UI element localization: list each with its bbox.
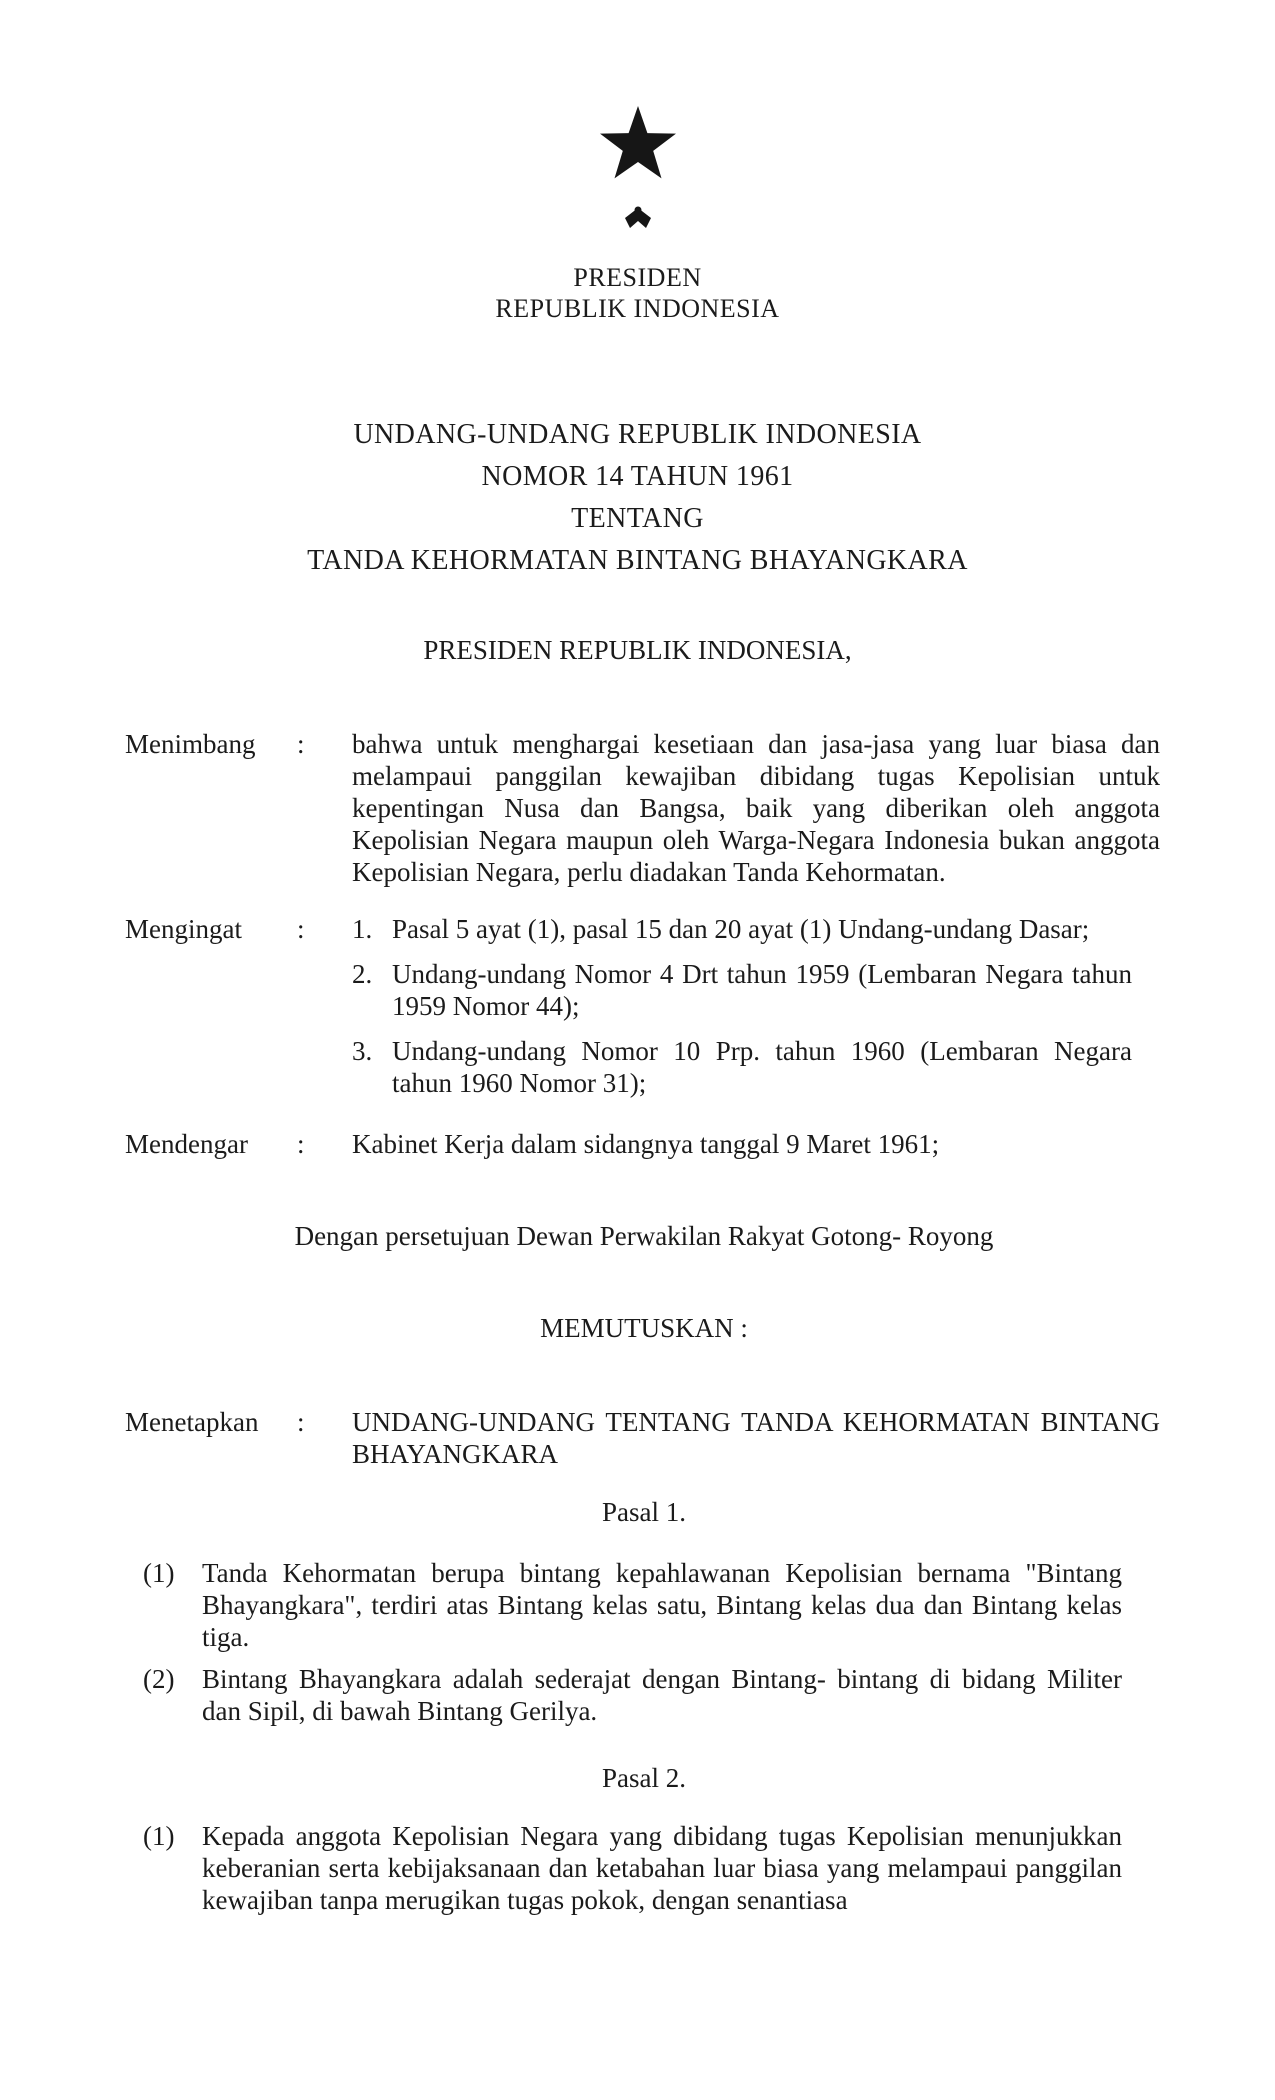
preamble-row-menetapkan [125,1406,1275,1470]
title-line-undang-undang: UNDANG-UNDANG REPUBLIK INDONESIA [353,419,922,450]
title-line-nomor-tahun: NOMOR 14 TAHUN 1961 [481,461,794,492]
letterhead-presiden: PRESIDEN [573,263,702,292]
law-title [0,414,1275,582]
agreement-line: Dengan persetujuan Dewan Perwakilan Rakyat Gotong- Royong [294,1221,994,1251]
menimbang-colon: : [297,729,305,759]
mengingat-item-3-number: 3. [352,1036,373,1066]
mengingat-label: Mengingat [125,914,242,944]
letterhead [0,262,1275,324]
preamble-row-menimbang [125,728,1275,888]
title-line-tentang: TENTANG [571,503,704,534]
mengingat-item-1-number: 1. [352,914,373,944]
ribbon-knot-icon [634,207,641,214]
pasal-1-item-2-number: (2) [143,1664,175,1694]
letterhead-republik-indonesia: REPUBLIK INDONESIA [495,294,780,323]
memutuskan-heading: MEMUTUSKAN : [540,1313,748,1343]
pasal-1-item-1-text: Tanda Kehormatan berupa bintang kepahlawanan Kepolisian bernama "Bintang Bhayangkara", terdiri atas Bintang kelas satu, Bintang kelas dua dan Bintang kelas tiga. [202,1558,1122,1652]
pasal-1-item-1 [143,1557,1275,1653]
salutation: PRESIDEN REPUBLIK INDONESIA, [423,635,852,665]
mengingat-item-1 [352,913,1160,945]
pasal-2-item-1-text: Kepada anggota Kepolisian Negara yang dibidang tugas Kepolisian menunjukkan keberanian serta kebijaksanaan dan ketabahan luar biasa yang melampaui panggilan kewajiban tanpa merugikan tugas pokok, dengan senantiasa [202,1821,1122,1915]
mendengar-text: Kabinet Kerja dalam sidangnya tanggal 9 Maret 1961; [352,1129,940,1159]
mendengar-colon: : [297,1129,305,1159]
mengingat-item-2-text: Undang-undang Nomor 4 Drt tahun 1959 (Lembaran Negara tahun 1959 Nomor 44); [392,959,1132,1021]
mendengar-label: Mendengar [125,1129,248,1159]
pasal-2-heading: Pasal 2. [602,1763,686,1793]
pasal-2-item-1 [143,1820,1275,1916]
star-wreath-icon [558,72,718,232]
mengingat-item-2 [352,958,1160,1022]
pasal-1-item-2-text: Bintang Bhayangkara adalah sederajat dengan Bintang- bintang di bidang Militer dan Sipil, di bawah Bintang Gerilya. [202,1664,1122,1726]
menetapkan-text: UNDANG-UNDANG TENTANG TANDA KEHORMATAN BINTANG BHAYANGKARA [352,1407,1160,1469]
national-emblem [558,72,718,232]
menetapkan-label: Menetapkan [125,1407,259,1437]
title-line-subject: TANDA KEHORMATAN BINTANG BHAYANGKARA [307,545,968,576]
pasal-1-item-1-number: (1) [143,1558,175,1588]
mengingat-item-3-text: Undang-undang Nomor 10 Prp. tahun 1960 (Lembaran Negara tahun 1960 Nomor 31); [392,1036,1132,1098]
pasal-1-item-2 [143,1663,1275,1727]
menetapkan-colon: : [297,1407,305,1437]
pasal-2-item-1-number: (1) [143,1821,175,1851]
menimbang-label: Menimbang [125,729,256,759]
menimbang-text: bahwa untuk menghargai kesetiaan dan jasa-jasa yang luar biasa dan melampaui panggilan kewajiban dibidang tugas Kepolisian untuk kepentingan Nusa dan Bangsa, baik yang diberikan oleh anggota Kepolisian Negara maupun oleh Warga-Negara Indonesia bukan anggota Kepolisian Negara, perlu diadakan Tanda Kehormatan. [352,729,1160,887]
pasal-1-heading: Pasal 1. [602,1497,686,1527]
mengingat-item-3 [352,1035,1160,1099]
mengingat-colon: : [297,914,305,944]
star-icon [600,106,676,178]
mengingat-item-1-text: Pasal 5 ayat (1), pasal 15 dan 20 ayat (1) Undang-undang Dasar; [392,914,1090,944]
preamble-row-mengingat [125,913,1275,1099]
mengingat-item-2-number: 2. [352,959,373,989]
preamble-row-mendengar [125,1128,1275,1160]
